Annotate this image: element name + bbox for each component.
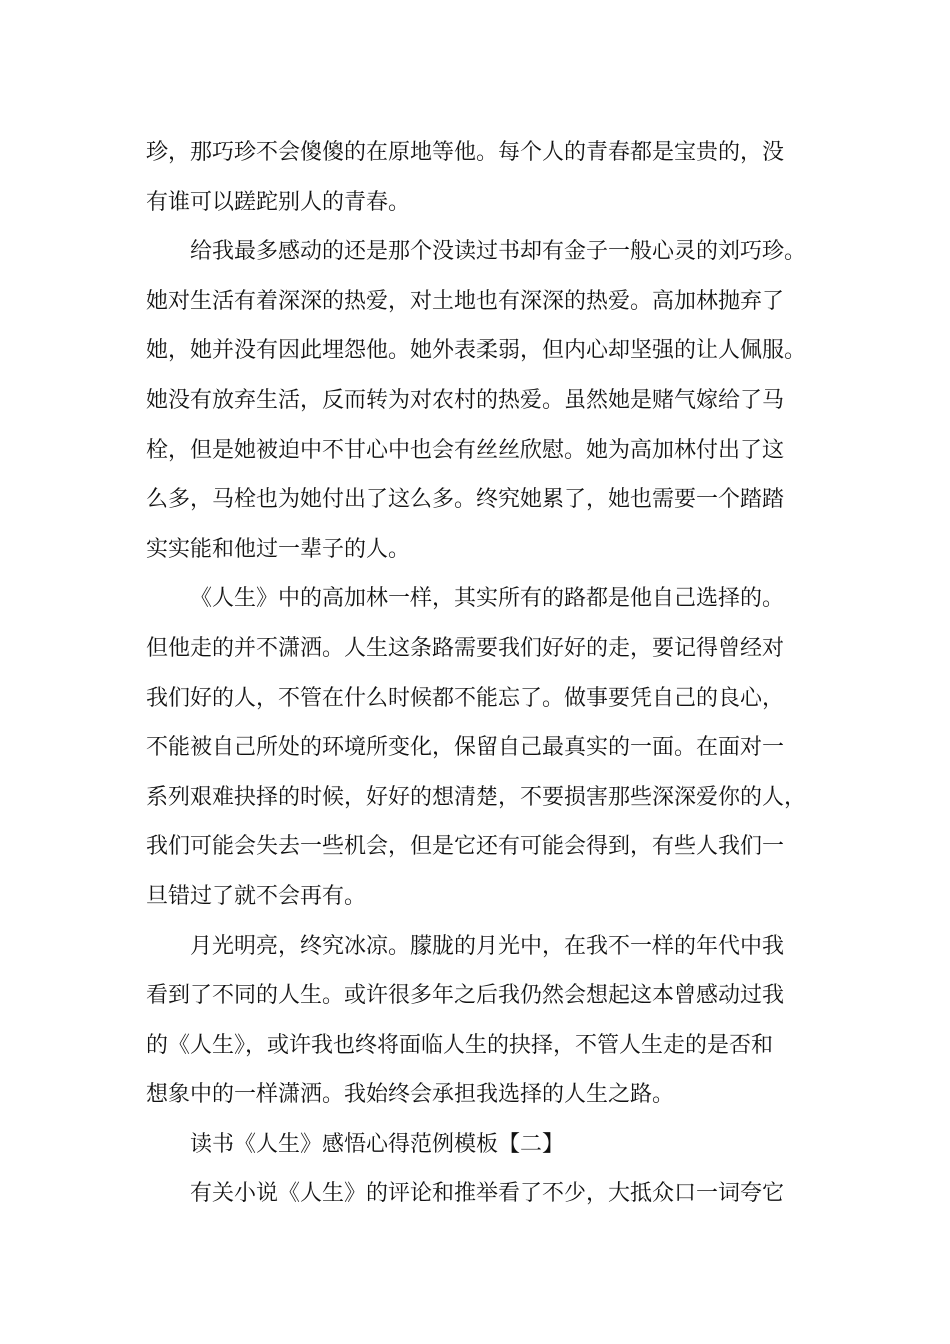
text-line: 么多，马栓也为她付出了这么多。终究她累了，她也需要一个踏踏: [146, 487, 785, 513]
text-line: 看到了不同的人生。或许很多年之后我仍然会想起这本曾感动过我: [146, 983, 785, 1009]
paragraph-start-line: 给我最多感动的还是那个没读过书却有金子一般心灵的刘巧珍。: [190, 239, 807, 265]
paragraph-start-line: 有关小说《人生》的评论和推举看了不少，大抵众口一词夸它: [190, 1181, 785, 1207]
text-line: 珍，那巧珍不会傻傻的在原地等他。每个人的青春都是宝贵的，没: [146, 140, 785, 165]
text-line: 不能被自己所处的环境所变化，保留自己最真实的一面。在面对一: [146, 735, 785, 761]
text-line: 她，她并没有因此埋怨他。她外表柔弱，但内心却坚强的让人佩服。: [146, 338, 807, 364]
text-line: 我们可能会失去一些机会，但是它还有可能会得到，有些人我们一: [146, 834, 785, 860]
text-line: 有谁可以蹉跎别人的青春。: [146, 189, 411, 215]
paragraph-start-line: 月光明亮，终究冰凉。朦胧的月光中，在我不一样的年代中我: [190, 933, 785, 959]
text-line: 栓，但是她被迫中不甘心中也会有丝丝欣慰。她为高加林付出了这: [146, 437, 785, 463]
text-line: 但他走的并不潇洒。人生这条路需要我们好好的走，要记得曾经对: [146, 635, 785, 661]
section-heading: 读书《人生》感悟心得范例模板【二】: [190, 1131, 565, 1157]
text-line: 系列艰难抉择的时候，好好的想清楚，不要损害那些深深爱你的人，: [146, 784, 807, 810]
text-line: 旦错过了就不会再有。: [146, 883, 367, 909]
text-line: 她对生活有着深深的热爱，对土地也有深深的热爱。高加林抛弃了: [146, 288, 785, 314]
document-body: [146, 128, 826, 1219]
text-line: 她没有放弃生活，反而转为对农村的热爱。虽然她是赌气嫁给了马: [146, 387, 785, 413]
text-line: 我们好的人，不管在什么时候都不能忘了。做事要凭自己的良心，: [146, 685, 785, 711]
text-line: 想象中的一样潇洒。我始终会承担我选择的人生之路。: [146, 1082, 675, 1108]
text-line: 的《人生》，或许我也终将面临人生的抉择，不管人生走的是否和: [146, 1032, 774, 1058]
paragraph-start-line: 《人生》中的高加林一样，其实所有的路都是他自己选择的。: [190, 586, 785, 612]
text-line: 实实能和他过一辈子的人。: [146, 536, 411, 562]
